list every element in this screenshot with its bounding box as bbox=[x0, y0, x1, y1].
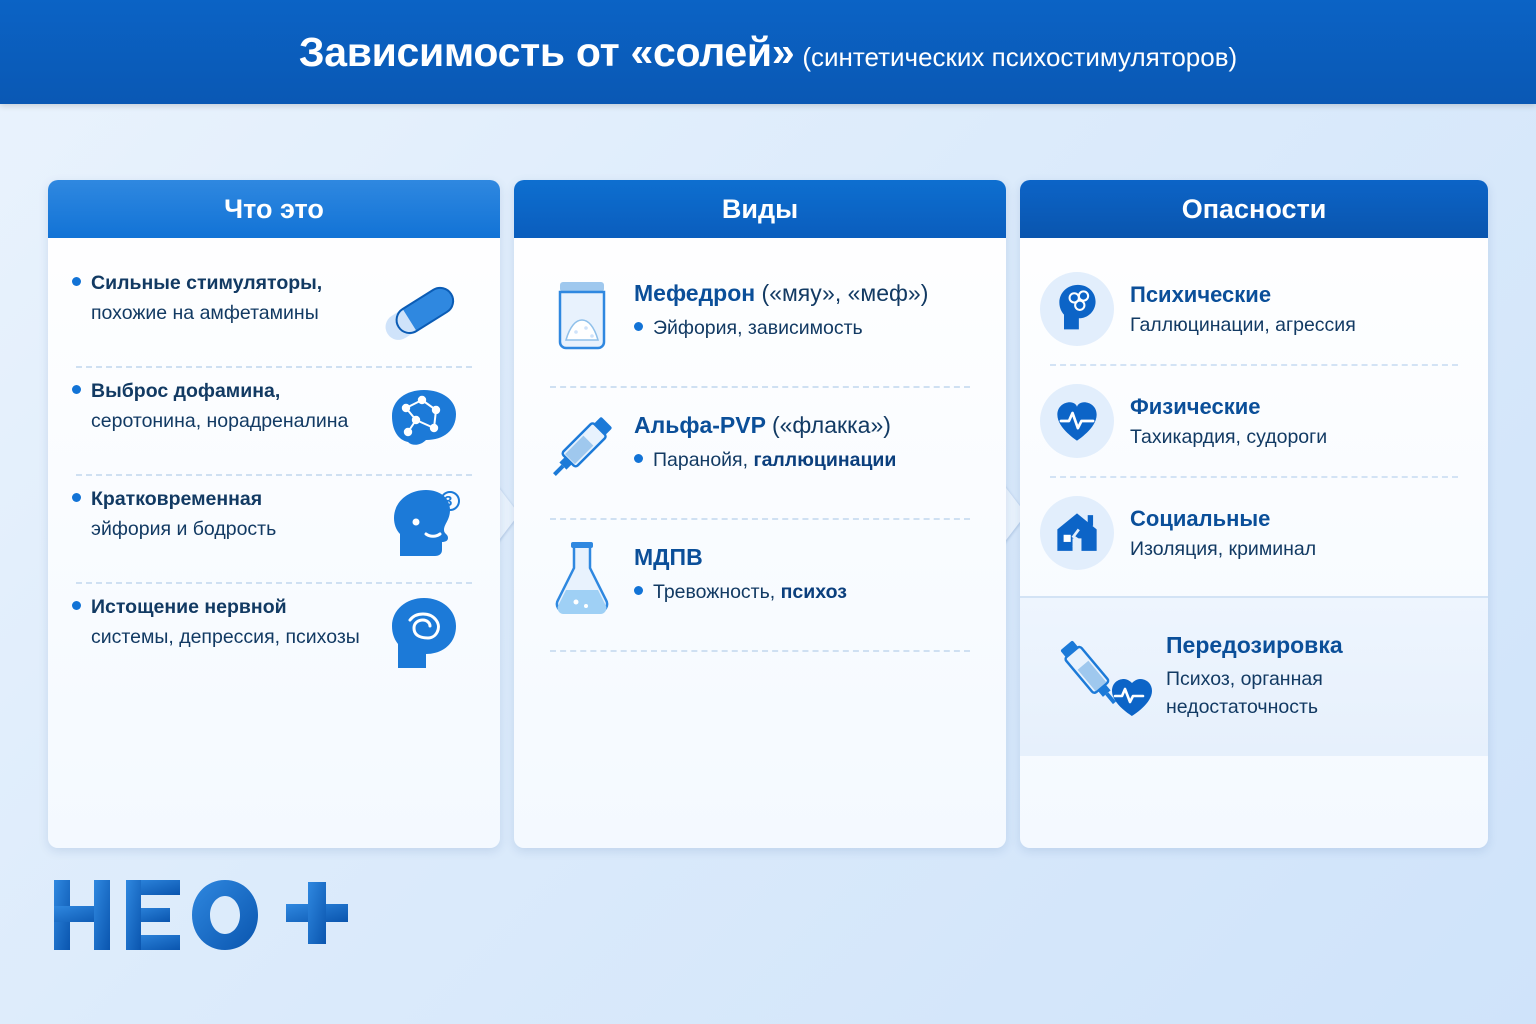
page-subtitle: (синтетических психостимуляторов) bbox=[802, 41, 1238, 72]
column-dangers bbox=[1020, 180, 1488, 848]
item-line1-wrap bbox=[72, 376, 372, 406]
item-body bbox=[634, 536, 847, 604]
overdose-sub-line2: недостаточность bbox=[1166, 695, 1319, 718]
head-brain-icon bbox=[372, 590, 476, 672]
head-psyche-icon bbox=[1040, 272, 1114, 346]
list-item bbox=[72, 260, 476, 366]
overdose-title: Передозировка bbox=[1166, 631, 1343, 658]
brand-logo bbox=[50, 872, 370, 962]
item-body bbox=[1130, 394, 1327, 449]
bullet-icon bbox=[72, 493, 81, 502]
item-title-note: («мяу», «меф») bbox=[761, 280, 929, 306]
bullet-icon bbox=[634, 454, 643, 463]
item-sub-wrap bbox=[634, 581, 847, 604]
item-sub-wrap bbox=[634, 449, 896, 472]
header-title-wrap bbox=[299, 29, 1237, 76]
item-title: Психические bbox=[1130, 281, 1272, 307]
item-sub: Галлюцинации, агрессия bbox=[1130, 313, 1356, 336]
item-body bbox=[1130, 282, 1356, 337]
item-line2: системы, депрессия, психозы bbox=[91, 626, 360, 648]
item-body bbox=[634, 404, 896, 472]
item-title: Социальные bbox=[1130, 505, 1271, 531]
item-title: МДПВ bbox=[634, 544, 703, 570]
head-euphoria-icon bbox=[372, 482, 476, 564]
item-line2: эйфория и бодрость bbox=[91, 518, 277, 540]
page-title: Зависимость от «солей» bbox=[298, 28, 795, 75]
column-3-list bbox=[1020, 238, 1488, 588]
page-header bbox=[0, 0, 1536, 104]
bullet-icon bbox=[634, 586, 643, 595]
item-sub-bold: галлюцинации bbox=[753, 449, 897, 471]
overdose-body bbox=[1166, 632, 1343, 721]
divider bbox=[550, 650, 970, 652]
column-3-title: Опасности bbox=[1181, 193, 1327, 224]
item-sub: Изоляция, криминал bbox=[1130, 537, 1317, 560]
item-line1: Выброс дофамина, bbox=[91, 380, 281, 402]
list-item bbox=[1040, 478, 1468, 588]
item-line1-wrap bbox=[72, 268, 372, 298]
item-line1: Кратковременная bbox=[91, 488, 263, 510]
column-what-is-it bbox=[48, 180, 500, 848]
column-1-header bbox=[48, 180, 500, 238]
item-body bbox=[1130, 506, 1316, 561]
overdose-sub bbox=[1166, 665, 1343, 721]
item-title-note: («флакка») bbox=[771, 412, 891, 438]
column-2-header bbox=[514, 180, 1006, 238]
pill-capsule-icon bbox=[372, 266, 476, 348]
bullet-icon bbox=[72, 277, 81, 286]
bullet-icon bbox=[72, 385, 81, 394]
list-item bbox=[536, 388, 984, 518]
column-types bbox=[514, 180, 1006, 848]
item-title-wrap bbox=[634, 280, 928, 307]
item-title-wrap bbox=[634, 412, 896, 439]
item-sub-bold: психоз bbox=[780, 581, 847, 603]
heart-pulse-icon bbox=[1040, 384, 1114, 458]
brain-network-icon bbox=[372, 374, 476, 456]
column-3-header bbox=[1020, 180, 1488, 238]
broken-house-icon bbox=[1040, 496, 1114, 570]
list-item bbox=[1040, 254, 1468, 364]
syringe-heart-icon bbox=[1040, 628, 1160, 724]
column-2-title: Виды bbox=[721, 193, 799, 224]
item-title-wrap bbox=[634, 544, 847, 571]
item-sub: Эйфория, зависимость bbox=[653, 317, 863, 339]
column-1-list bbox=[48, 238, 500, 690]
overdose-panel bbox=[1020, 596, 1488, 756]
list-item bbox=[72, 476, 476, 582]
item-line1-wrap bbox=[72, 484, 372, 514]
item-title: Физические bbox=[1130, 393, 1261, 419]
column-1-title: Что это bbox=[224, 193, 324, 224]
item-sub: Тахикардия, судороги bbox=[1130, 425, 1328, 448]
item-sub-wrap bbox=[634, 317, 928, 340]
item-line2: похожие на амфетамины bbox=[91, 302, 319, 324]
item-title: Мефедрон bbox=[634, 280, 756, 306]
item-line1-wrap bbox=[72, 592, 372, 622]
item-line1: Истощение нервной bbox=[91, 596, 287, 618]
list-item bbox=[536, 256, 984, 386]
svg-text:3: 3 bbox=[444, 493, 453, 510]
list-item bbox=[72, 584, 476, 690]
overdose-sub-line1: Психоз, органная bbox=[1166, 667, 1323, 690]
item-body bbox=[634, 272, 928, 340]
syringe-icon bbox=[536, 404, 628, 490]
item-sub: Тревожность, bbox=[653, 581, 781, 603]
bullet-icon bbox=[72, 601, 81, 610]
powder-bag-icon bbox=[536, 272, 628, 358]
item-line2: серотонина, норадреналина bbox=[91, 410, 349, 432]
item-line1: Сильные стимуляторы, bbox=[91, 272, 323, 294]
list-item bbox=[1040, 366, 1468, 476]
infographic-board bbox=[0, 180, 1536, 880]
bullet-icon bbox=[634, 322, 643, 331]
column-2-list bbox=[514, 238, 1006, 652]
flask-icon bbox=[536, 536, 628, 622]
list-item bbox=[536, 520, 984, 650]
item-sub: Паранойя, bbox=[653, 449, 754, 471]
list-item bbox=[72, 368, 476, 474]
item-title: Альфа-PVP bbox=[634, 412, 766, 438]
